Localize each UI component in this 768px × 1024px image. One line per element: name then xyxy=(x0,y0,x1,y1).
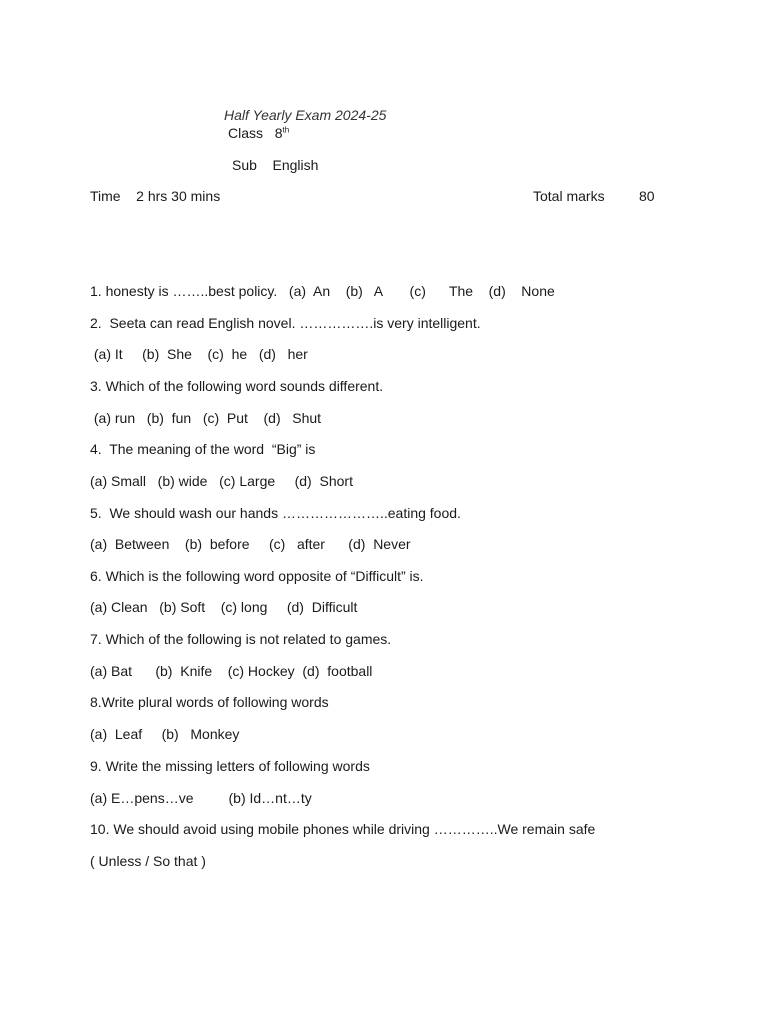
total-marks-label: Total marks xyxy=(533,188,605,204)
subject-value: English xyxy=(272,157,319,173)
question-2-options: (a) It (b) She (c) he (d) her xyxy=(90,346,308,362)
question-8: 8.Write plural words of following words xyxy=(90,694,329,710)
question-7: 7. Which of the following is not related to games. xyxy=(90,631,392,647)
question-10-options: ( Unless / So that ) xyxy=(90,853,206,869)
question-5: 5. We should wash our hands …………………..eating food. xyxy=(90,505,461,521)
exam-title: Half Yearly Exam 2024-25 xyxy=(224,107,387,123)
subject-label: Sub xyxy=(232,157,257,173)
question-10: 10. We should avoid using mobile phones while driving …………..We remain safe xyxy=(90,821,596,837)
total-marks-value: 80 xyxy=(639,188,655,204)
question-3-options: (a) run (b) fun (c) Put (d) Shut xyxy=(90,410,322,426)
class-suffix: th xyxy=(282,125,290,135)
question-4-options: (a) Small (b) wide (c) Large (d) Short xyxy=(90,473,353,489)
class-line xyxy=(228,125,289,141)
subject-line xyxy=(232,157,318,173)
question-5-options: (a) Between (b) before (c) after (d) Never xyxy=(90,536,411,552)
class-label: Class xyxy=(228,125,264,141)
question-9: 9. Write the missing letters of following words xyxy=(90,758,370,774)
question-8-options: (a) Leaf (b) Monkey xyxy=(90,726,240,742)
question-9-options: (a) E…pens…ve (b) Id…nt…ty xyxy=(90,790,312,806)
time-line xyxy=(90,188,220,204)
class-value: 8 xyxy=(274,125,283,141)
time-value: 2 hrs 30 mins xyxy=(136,188,221,204)
time-label: Time xyxy=(90,188,121,204)
question-6: 6. Which is the following word opposite of “Difficult” is. xyxy=(90,568,424,584)
question-1: 1. honesty is ……..best policy. (a) An (b) A (c) The (d) None xyxy=(90,283,555,299)
question-4: 4. The meaning of the word “Big” is xyxy=(90,441,316,457)
question-6-options: (a) Clean (b) Soft (c) long (d) Difficult xyxy=(90,599,358,615)
question-2: 2. Seeta can read English novel. …………….is very intelligent. xyxy=(90,315,481,331)
question-7-options: (a) Bat (b) Knife (c) Hockey (d) football xyxy=(90,663,373,679)
question-3: 3. Which of the following word sounds different. xyxy=(90,378,384,394)
